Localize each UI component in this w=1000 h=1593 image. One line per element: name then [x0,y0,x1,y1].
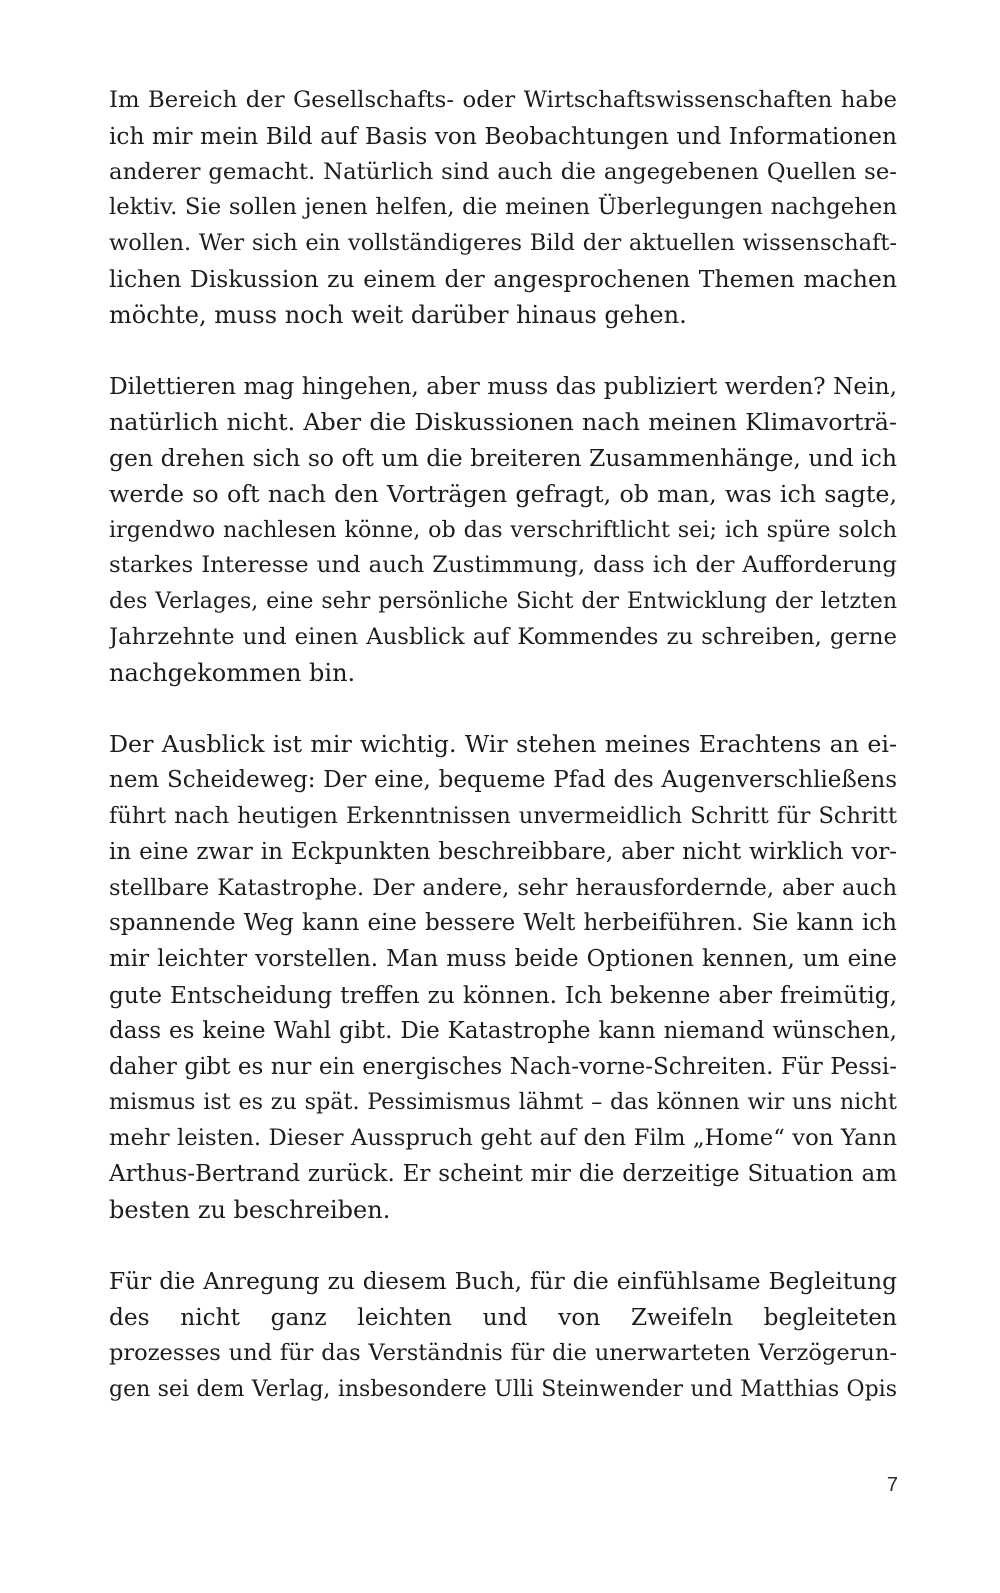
paragraph-2 [109,369,897,691]
text-line: führt nach heutigen Erkenntnissen unvermeidlich Schritt für Schritt [109,802,897,829]
text-line: in eine zwar in Eckpunkten beschreibbare, aber nicht wirklich vor- [109,838,897,865]
text-line: daher gibt es nur ein energisches Nach-vorne-Schreiten. Für Pessi- [109,1053,897,1080]
text-line: Im Bereich der Gesellschafts- oder Wirtschaftswissenschaften habe [109,87,897,113]
text-line: lichen Diskussion zu einem der angesprochenen Themen machen [109,264,897,293]
text-line: natürlich nicht. Aber die Diskussionen nach meinen Klimavorträ- [109,408,897,437]
text-line: möchte, muss noch weit darüber hinaus gehen. [109,300,687,329]
text-line: werde so oft nach den Vorträgen gefragt, ob man, was ich sagte, [109,479,897,508]
paragraph-3 [109,727,897,1228]
text-line: irgendwo nachlesen könne, ob das verschriftlicht sei; ich spüre solch [109,516,897,543]
text-line: des Verlages, eine sehr persönliche Sicht der Entwicklung der letzten [109,589,897,615]
text-line: mir leichter vorstellen. Man muss beide Optionen kennen, um eine [109,946,897,973]
text-line: mismus ist es zu spät. Pessimismus lähmt – das können wir uns nicht [109,1089,897,1116]
text-line: des nicht ganz leichten und von Zweifeln begleiteten [109,1304,897,1332]
paragraph-4 [109,1264,897,1407]
page-body [109,83,897,1443]
text-line: ich mir mein Bild auf Basis von Beobachtungen und Informationen [109,122,897,150]
text-line: gute Entscheidung treffen zu können. Ich bekenne aber freimütig, [109,981,897,1009]
text-line: Für die Anregung zu diesem Buch, für die einfühlsame Begleitung [109,1268,897,1296]
text-line: Jahrzehnte und einen Ausblick auf Kommendes zu schreiben, gerne [109,623,897,650]
text-line: anderer gemacht. Natürlich sind auch die angegebenen Quellen se- [109,158,897,185]
text-line: spannende Weg kann eine bessere Welt herbeiführen. Sie kann ich [109,910,897,937]
text-line: gen sei dem Verlag, insbesondere Ulli Steinwender und Matthias Opis [109,1376,897,1402]
text-line: stellbare Katastrophe. Der andere, sehr herausfordernde, aber auch [109,874,897,901]
text-line: Der Ausblick ist mir wichtig. Wir stehen meines Erachtens an ei- [109,730,897,759]
text-line: wollen. Wer sich ein vollständigeres Bild der aktuellen wissenschaft- [109,230,897,257]
page-number: 7 [886,1474,898,1496]
paragraph-1 [109,83,897,334]
text-line: dass es keine Wahl gibt. Die Katastrophe kann niemand wünschen, [109,1017,897,1044]
text-line: gen drehen sich so oft um die breiteren Zusammenhänge, und ich [109,443,897,472]
text-line: Arthus-Bertrand zurück. Er scheint mir die derzeitige Situation am [109,1160,897,1187]
text-line: nem Scheideweg: Der eine, bequeme Pfad des Augenverschließens [109,767,897,794]
text-line: Dilettieren mag hingehen, aber muss das publiziert werden? Nein, [109,373,897,401]
text-line: lektiv. Sie sollen jenen helfen, die meinen Überlegungen nachgehen [109,194,897,221]
text-line: prozesses und für das Verständnis für die unerwarteten Verzögerun- [109,1339,897,1366]
text-line: nachgekommen bin. [109,658,356,687]
text-line: mehr leisten. Dieser Ausspruch geht auf den Film „Home“ von Yann [109,1125,897,1152]
text-line: starkes Interesse und auch Zustimmung, dass ich der Aufforderung [109,552,897,579]
text-line: besten zu beschreiben. [109,1195,391,1224]
